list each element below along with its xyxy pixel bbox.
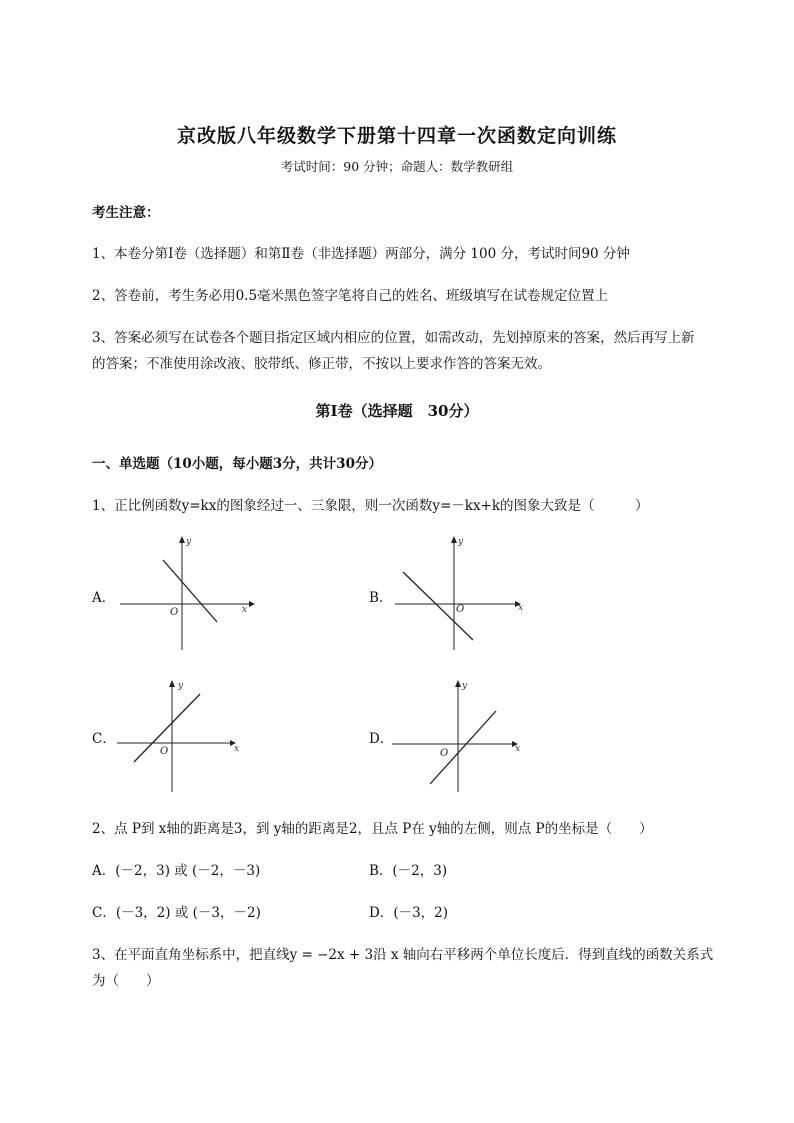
q1-option-a-label[interactable]: A．	[92, 590, 116, 606]
notice-item-3: 3、答案必须写在试卷各个题目指定区域内相应的位置，如需改动，先划掉原来的答案，然后再写上新	[92, 330, 695, 346]
exam-info: 考试时间：90 分钟；命题人：数学教研组	[280, 159, 514, 174]
origin-label: O	[160, 746, 169, 757]
q1-graph-d[interactable]	[390, 676, 535, 796]
origin-label: O	[440, 748, 449, 759]
y-axis-arrow	[169, 680, 175, 687]
y-axis-label: y	[186, 537, 192, 547]
notice-item-1: 1、本卷分第Ⅰ卷（选择题）和第Ⅱ卷（非选择题）两部分，满分 100 分，考试时间90 分钟	[92, 246, 630, 262]
q1-option-b-label[interactable]: B．	[369, 590, 393, 606]
notice-heading: 考生注意：	[92, 205, 160, 221]
y-axis-arrow	[451, 536, 457, 543]
x-axis-label: x	[518, 603, 524, 613]
q1-graph-b[interactable]	[393, 532, 538, 652]
q1-option-c-label[interactable]: C．	[92, 731, 116, 747]
question-3: 3、在平面直角坐标系中，把直线y = −2x + 3沿 x 轴向右平移两个单位长度后．得到直线的函数关系式	[92, 947, 714, 963]
x-axis-arrow	[249, 601, 255, 607]
q2-option-b[interactable]: B．(－2，3)	[369, 863, 448, 879]
question-3-cont: 为（ ）	[92, 973, 160, 989]
y-axis-label: y	[462, 681, 468, 691]
y-axis-label: y	[178, 681, 184, 691]
origin-label: O	[456, 604, 465, 615]
notice-item-3-cont: 的答案；不准使用涂改液、胶带纸、修正带，不按以上要求作答的答案无效。	[92, 356, 551, 372]
x-axis-label: x	[242, 605, 248, 615]
notice-item-2: 2、答卷前，考生务必用0.5毫米黑色签字笔将自己的姓名、班级填写在试卷规定位置上	[92, 288, 609, 304]
part-heading: 一、单选题（10小题，每小题3分，共计30分）	[92, 456, 382, 472]
q2-option-c[interactable]: C．(－3，2) 或 (－3，－2)	[92, 905, 261, 921]
q2-option-d[interactable]: D．(－3，2)	[369, 905, 449, 921]
y-axis-arrow	[455, 680, 461, 687]
page-title: 京改版八年级数学下册第十四章一次函数定向训练	[176, 125, 617, 147]
q2-option-a[interactable]: A．(－2，3) 或 (－2，－3)	[92, 863, 261, 879]
y-axis-label: y	[458, 537, 464, 547]
q1-option-d-label[interactable]: D．	[369, 731, 394, 747]
question-1: 1、正比例函数y=kx的图象经过一、三象限，则一次函数y=－kx+k的图象大致是（ ）	[92, 498, 649, 514]
x-axis-label: x	[515, 744, 521, 754]
section-title: 第Ⅰ卷（选择题 30分）	[315, 402, 479, 420]
x-axis-label: x	[234, 744, 240, 754]
q1-graph-a[interactable]	[115, 532, 260, 652]
y-axis-arrow	[179, 536, 185, 543]
question-2: 2、点 P到 x轴的距离是3，到 y轴的距离是2，且点 P在 y轴的左侧，则点 P的坐标是（ ）	[92, 821, 653, 837]
origin-label: O	[170, 607, 179, 618]
q1-graph-c[interactable]	[112, 676, 257, 796]
